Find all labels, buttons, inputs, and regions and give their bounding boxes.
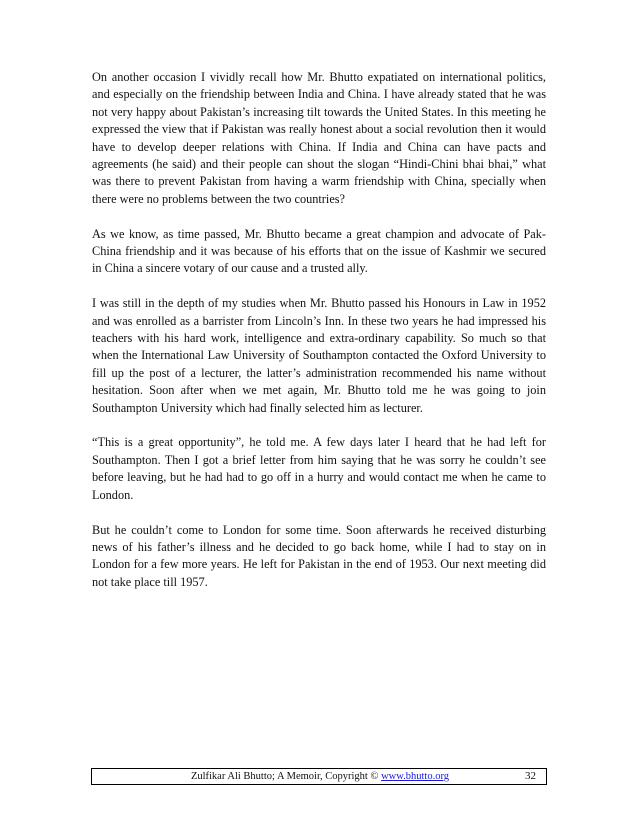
paragraph-2: As we know, as time passed, Mr. Bhutto became a great champion and advocate of Pak-China friendship and it was because of his efforts that on the issue of Kashmir we secured in China a sincere votary of our cause and a trusted ally. — [92, 226, 546, 276]
page-footer — [91, 768, 547, 785]
footer-caption — [92, 769, 548, 784]
paragraph-3: I was still in the depth of my studies when Mr. Bhutto passed his Honours in Law in 1952 and was enrolled as a barrister from Lincoln’s Inn. In these two years he had impressed his teachers with his hard work, intelligence and extra-ordinary capability. So much so that when the International Law University of Southampton contacted the Oxford University to fill up the post of a lecturer, the latter’s administration recommended his name without hesitation. Soon after when we met again, Mr. Bhutto told me he was going to join Southampton University which had finally selected him as lecturer. — [92, 296, 546, 415]
page-number: 32 — [525, 770, 536, 782]
footer-website-link[interactable]: www.bhutto.org — [381, 771, 450, 782]
footer-copyright-text: Zulfikar Ali Bhutto; A Memoir, Copyright © — [190, 771, 382, 782]
body-text — [92, 69, 546, 609]
paragraph-4: “This is a great opportunity”, he told me. A few days later I heard that he had left for Southampton. Then I got a brief letter from him saying that he was sorry he couldn’t see before leaving, but he had had to go off in a hurry and would contact me when he came to London. — [92, 435, 546, 502]
paragraph-1: On another occasion I vividly recall how Mr. Bhutto expatiated on international politics, and especially on the friendship between India and China. I have already stated that he was not very happy about Pakistan’s increasing tilt towards the United States. In this meeting he expressed the view that if Pakistan was really honest about a social revolution then it would have to develop deeper relations with China. If India and China can have pacts and agreements (he said) and their people can shout the slogan “Hindi-Chini bhai bhai,” what was there to prevent Pakistan from having a warm friendship with China, specially when there were no problems between the two countries? — [92, 70, 546, 206]
paragraph-5: But he couldn’t come to London for some time. Soon afterwards he received disturbing news of his father’s illness and he decided to go back home, while I had to stay on in London for a few more years. He left for Pakistan in the end of 1953. Our next meeting did not take place till 1957. — [92, 522, 546, 589]
